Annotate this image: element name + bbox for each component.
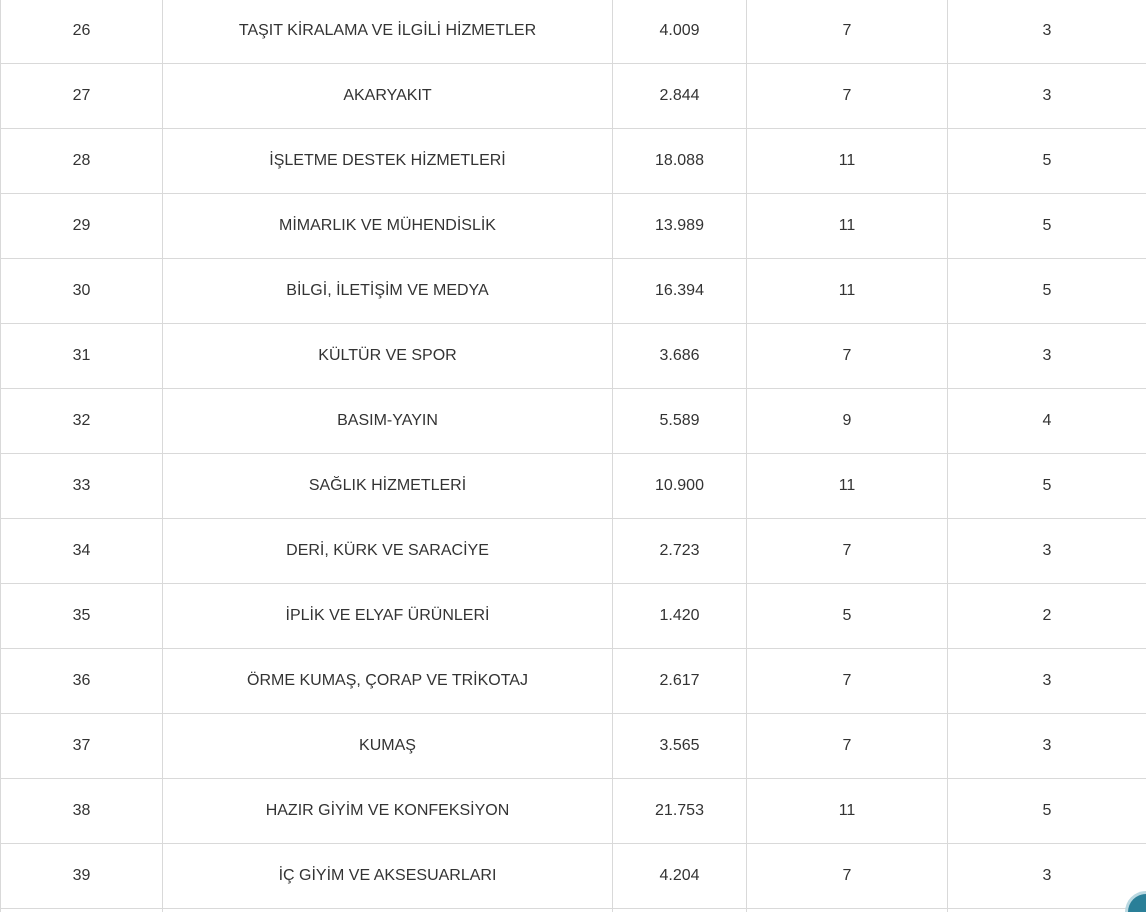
row-number-cell: 28 [1, 129, 163, 194]
level-cell: 5 [948, 129, 1146, 194]
row-number-cell: 30 [1, 259, 163, 324]
count-cell: 5 [747, 584, 948, 649]
sector-name-cell: MİMARLIK VE MÜHENDİSLİK [163, 194, 613, 259]
sector-name-cell: BASIM-YAYIN [163, 389, 613, 454]
row-number-cell: 27 [1, 64, 163, 129]
value-cell: 2.844 [613, 64, 747, 129]
value-cell: 13.989 [613, 194, 747, 259]
row-number-cell: 32 [1, 389, 163, 454]
count-cell: 11 [747, 129, 948, 194]
table-row [1, 844, 1146, 909]
count-cell: 11 [747, 779, 948, 844]
value-cell: 21.753 [613, 779, 747, 844]
level-cell: 3 [948, 324, 1146, 389]
value-cell [613, 909, 747, 912]
row-number-cell: 33 [1, 454, 163, 519]
value-cell: 18.088 [613, 129, 747, 194]
value-cell: 1.420 [613, 584, 747, 649]
sector-name-cell: İŞLETME DESTEK HİZMETLERİ [163, 129, 613, 194]
sector-name-cell: AKARYAKIT [163, 64, 613, 129]
table-row [1, 454, 1146, 519]
table-row [1, 909, 1146, 912]
table-row [1, 324, 1146, 389]
level-cell: 3 [948, 649, 1146, 714]
row-number-cell: 35 [1, 584, 163, 649]
value-cell: 16.394 [613, 259, 747, 324]
value-cell: 2.617 [613, 649, 747, 714]
table-row [1, 0, 1146, 64]
level-cell: 5 [948, 779, 1146, 844]
row-number-cell: 26 [1, 0, 163, 64]
value-cell: 5.589 [613, 389, 747, 454]
count-cell: 7 [747, 844, 948, 909]
row-number-cell: 31 [1, 324, 163, 389]
level-cell: 3 [948, 0, 1146, 64]
table-row [1, 519, 1146, 584]
value-cell: 4.204 [613, 844, 747, 909]
value-cell: 3.686 [613, 324, 747, 389]
sector-name-cell: İÇ GİYİM VE AKSESUARLARI [163, 844, 613, 909]
level-cell: 3 [948, 844, 1146, 909]
value-cell: 3.565 [613, 714, 747, 779]
count-cell: 11 [747, 259, 948, 324]
table-row [1, 714, 1146, 779]
table-row [1, 649, 1146, 714]
sector-name-cell: KÜLTÜR VE SPOR [163, 324, 613, 389]
sector-name-cell: İPLİK VE ELYAF ÜRÜNLERİ [163, 584, 613, 649]
count-cell: 7 [747, 519, 948, 584]
count-cell: 7 [747, 324, 948, 389]
table-row [1, 64, 1146, 129]
level-cell: 3 [948, 714, 1146, 779]
sector-name-cell: DERİ, KÜRK VE SARACİYE [163, 519, 613, 584]
row-number-cell: 36 [1, 649, 163, 714]
table-row [1, 194, 1146, 259]
sector-name-cell: BİLGİ, İLETİŞİM VE MEDYA [163, 259, 613, 324]
value-cell: 4.009 [613, 0, 747, 64]
level-cell: 5 [948, 194, 1146, 259]
count-cell: 7 [747, 714, 948, 779]
sector-name-cell: KUMAŞ [163, 714, 613, 779]
table-body [1, 0, 1146, 912]
level-cell: 5 [948, 259, 1146, 324]
row-number-cell: 29 [1, 194, 163, 259]
table-row [1, 389, 1146, 454]
row-number-cell: 39 [1, 844, 163, 909]
sector-name-cell [163, 909, 613, 912]
table-row [1, 129, 1146, 194]
sector-name-cell: HAZIR GİYİM VE KONFEKSİYON [163, 779, 613, 844]
sector-name-cell: ÖRME KUMAŞ, ÇORAP VE TRİKOTAJ [163, 649, 613, 714]
value-cell: 2.723 [613, 519, 747, 584]
count-cell [747, 909, 948, 912]
table-row [1, 259, 1146, 324]
table-row [1, 779, 1146, 844]
level-cell [948, 909, 1146, 912]
table-row [1, 584, 1146, 649]
count-cell: 7 [747, 64, 948, 129]
level-cell: 3 [948, 64, 1146, 129]
count-cell: 7 [747, 649, 948, 714]
row-number-cell: 38 [1, 779, 163, 844]
count-cell: 11 [747, 194, 948, 259]
level-cell: 3 [948, 519, 1146, 584]
count-cell: 7 [747, 0, 948, 64]
level-cell: 4 [948, 389, 1146, 454]
sector-name-cell: TAŞIT KİRALAMA VE İLGİLİ HİZMETLER [163, 0, 613, 64]
count-cell: 11 [747, 454, 948, 519]
row-number-cell: 37 [1, 714, 163, 779]
level-cell: 5 [948, 454, 1146, 519]
row-number-cell: 34 [1, 519, 163, 584]
value-cell: 10.900 [613, 454, 747, 519]
row-number-cell [1, 909, 163, 912]
sector-name-cell: SAĞLIK HİZMETLERİ [163, 454, 613, 519]
level-cell: 2 [948, 584, 1146, 649]
count-cell: 9 [747, 389, 948, 454]
